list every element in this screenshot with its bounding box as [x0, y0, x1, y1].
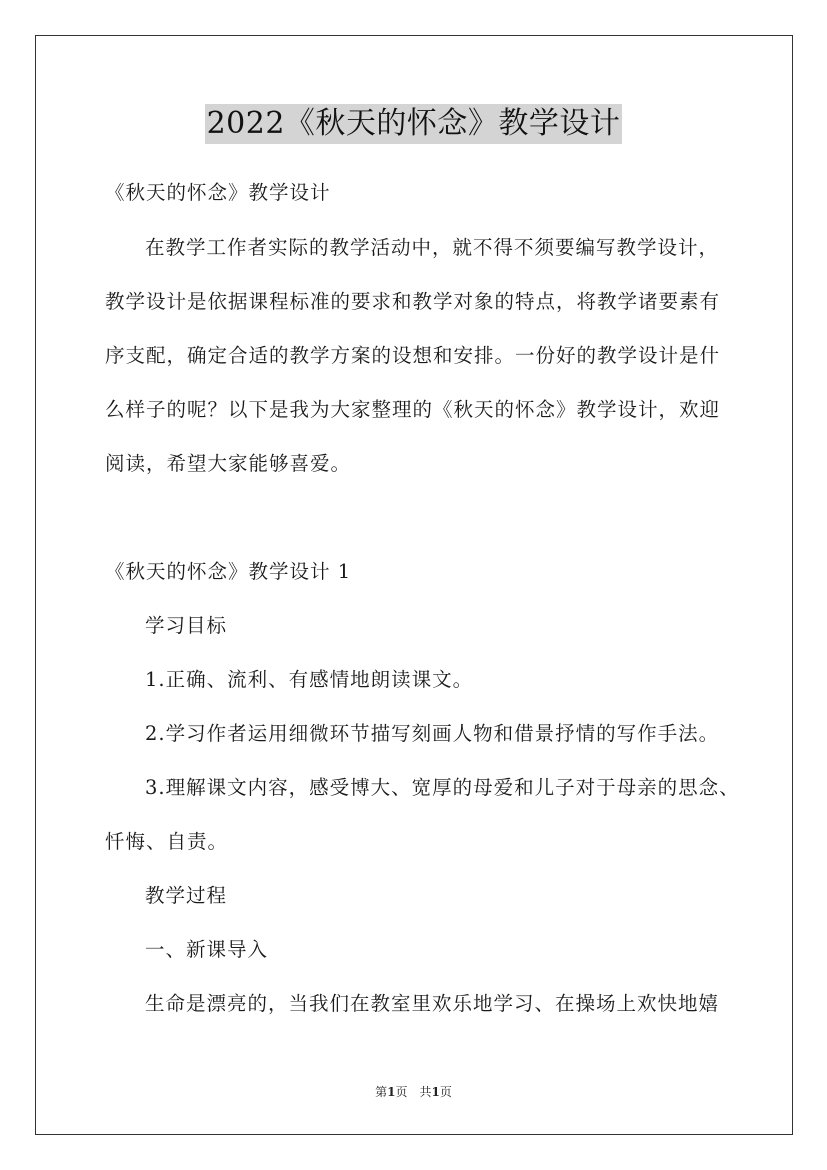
intro-line-4: 么样子的呢？以下是我为大家整理的《秋天的怀念》教学设计，欢迎	[105, 398, 721, 421]
intro-line-3: 序支配，确定合适的教学方案的设想和安排。一份好的教学设计是什	[105, 344, 721, 367]
page-footer	[0, 1082, 827, 1102]
intro-line-1: 在教学工作者实际的教学活动中，就不得不须要编写教学设计，	[145, 236, 720, 259]
step-heading: 一、新课导入	[145, 938, 269, 961]
process-heading: 教学过程	[145, 884, 228, 907]
title-container	[0, 104, 827, 144]
footer-page-prefix: 第	[375, 1085, 388, 1099]
objective-item-3-continuation: 忏悔、自责。	[105, 830, 229, 853]
footer-page-total: 1	[431, 1085, 440, 1099]
footer-page-number: 1	[387, 1085, 396, 1099]
step-paragraph: 生命是漂亮的，当我们在教室里欢乐地学习、在操场上欢快地嬉	[145, 992, 720, 1015]
footer-page-mid: 页 共	[395, 1085, 432, 1099]
objectives-heading: 学习目标	[145, 614, 228, 637]
intro-line-2: 教学设计是依据课程标准的要求和教学对象的特点，将教学诸要素有	[105, 290, 721, 313]
objective-item-3: 3.理解课文内容，感受博大、宽厚的母爱和儿子对于母亲的思念、	[145, 776, 740, 799]
objective-item-2: 2.学习作者运用细微环节描写刻画人物和借景抒情的写作手法。	[145, 722, 720, 745]
subtitle: 《秋天的怀念》教学设计	[105, 181, 331, 204]
intro-line-5: 阅读，希望大家能够喜爱。	[105, 452, 352, 475]
section-heading: 《秋天的怀念》教学设计 1	[105, 560, 352, 583]
objective-item-1: 1.正确、流利、有感情地朗读课文。	[145, 668, 474, 691]
document-title: 2022《秋天的怀念》教学设计	[205, 104, 623, 144]
footer-page-suffix: 页	[439, 1085, 452, 1099]
